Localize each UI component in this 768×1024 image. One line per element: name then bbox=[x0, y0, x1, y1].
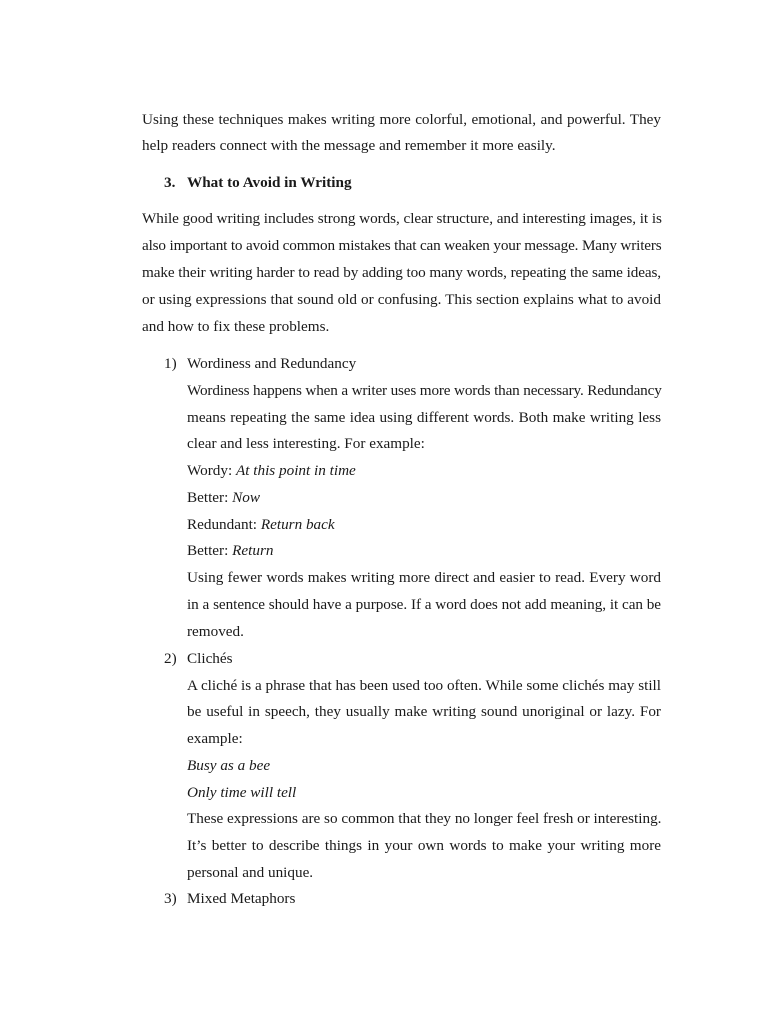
item-1-line-3: clear and less interesting. For example: bbox=[187, 435, 425, 452]
cliche-example-1: Busy as a bee bbox=[187, 757, 271, 774]
example-text: Return back bbox=[260, 516, 335, 533]
section-para-line-5: and how to fix these problems. bbox=[142, 318, 330, 335]
example-wordy bbox=[187, 461, 661, 481]
cliche-example-2: Only time will tell bbox=[187, 784, 297, 801]
section-para-line-3: make their writing harder to read by adding too many words, repeating the same ideas, bbox=[142, 264, 661, 281]
intro-line-2: help readers connect with the message and remember it more easily. bbox=[142, 137, 556, 154]
item-2-line-1: A cliché is a phrase that has been used too often. While some clichés may still bbox=[187, 677, 661, 694]
example-text: Return bbox=[232, 542, 274, 559]
example-text: Now bbox=[232, 489, 260, 506]
item-3-title: Mixed Metaphors bbox=[187, 890, 296, 907]
example-redundant bbox=[187, 515, 661, 535]
section-number: 3. bbox=[164, 174, 176, 191]
example-label: Wordy: bbox=[187, 462, 236, 479]
item-2-after-2: It’s better to describe things in your own words to make your writing more bbox=[187, 837, 661, 854]
item-2-title: Clichés bbox=[187, 650, 233, 667]
section-para-line-4: or using expressions that sound old or confusing. This section explains what to avoid bbox=[142, 291, 661, 308]
item-1-after-3: removed. bbox=[187, 623, 244, 640]
item-1-after-1: Using fewer words makes writing more direct and easier to read. Every word bbox=[187, 569, 661, 586]
example-better-2 bbox=[187, 541, 661, 561]
item-1-line-2: means repeating the same idea using different words. Both make writing less bbox=[187, 409, 661, 426]
item-3-number: 3) bbox=[164, 890, 177, 907]
section-para-line-1: While good writing includes strong words, clear structure, and interesting images, it is bbox=[142, 210, 662, 227]
item-1-title: Wordiness and Redundancy bbox=[187, 355, 357, 372]
section-heading: What to Avoid in Writing bbox=[187, 174, 352, 191]
item-2-after-3: personal and unique. bbox=[187, 864, 314, 881]
item-2-line-2: be useful in speech, they usually make writing sound unoriginal or lazy. For bbox=[187, 703, 661, 720]
example-text: At this point in time bbox=[235, 462, 356, 479]
item-2-number: 2) bbox=[164, 650, 177, 667]
item-1-after-2: in a sentence should have a purpose. If a word does not add meaning, it can be bbox=[187, 596, 661, 613]
item-2-after-1: These expressions are so common that they no longer feel fresh or interesting. bbox=[187, 810, 662, 827]
item-2-line-3: example: bbox=[187, 730, 243, 747]
intro-line-1: Using these techniques makes writing more colorful, emotional, and powerful. They bbox=[142, 111, 661, 128]
example-better-1 bbox=[187, 488, 661, 508]
example-label: Redundant: bbox=[187, 516, 261, 533]
example-label: Better: bbox=[187, 542, 233, 559]
item-1-line-1: Wordiness happens when a writer uses more words than necessary. Redundancy bbox=[187, 382, 662, 399]
section-para-line-2: also important to avoid common mistakes that can weaken your message. Many writers bbox=[142, 237, 662, 254]
item-1-number: 1) bbox=[164, 355, 177, 372]
example-label: Better: bbox=[187, 489, 233, 506]
